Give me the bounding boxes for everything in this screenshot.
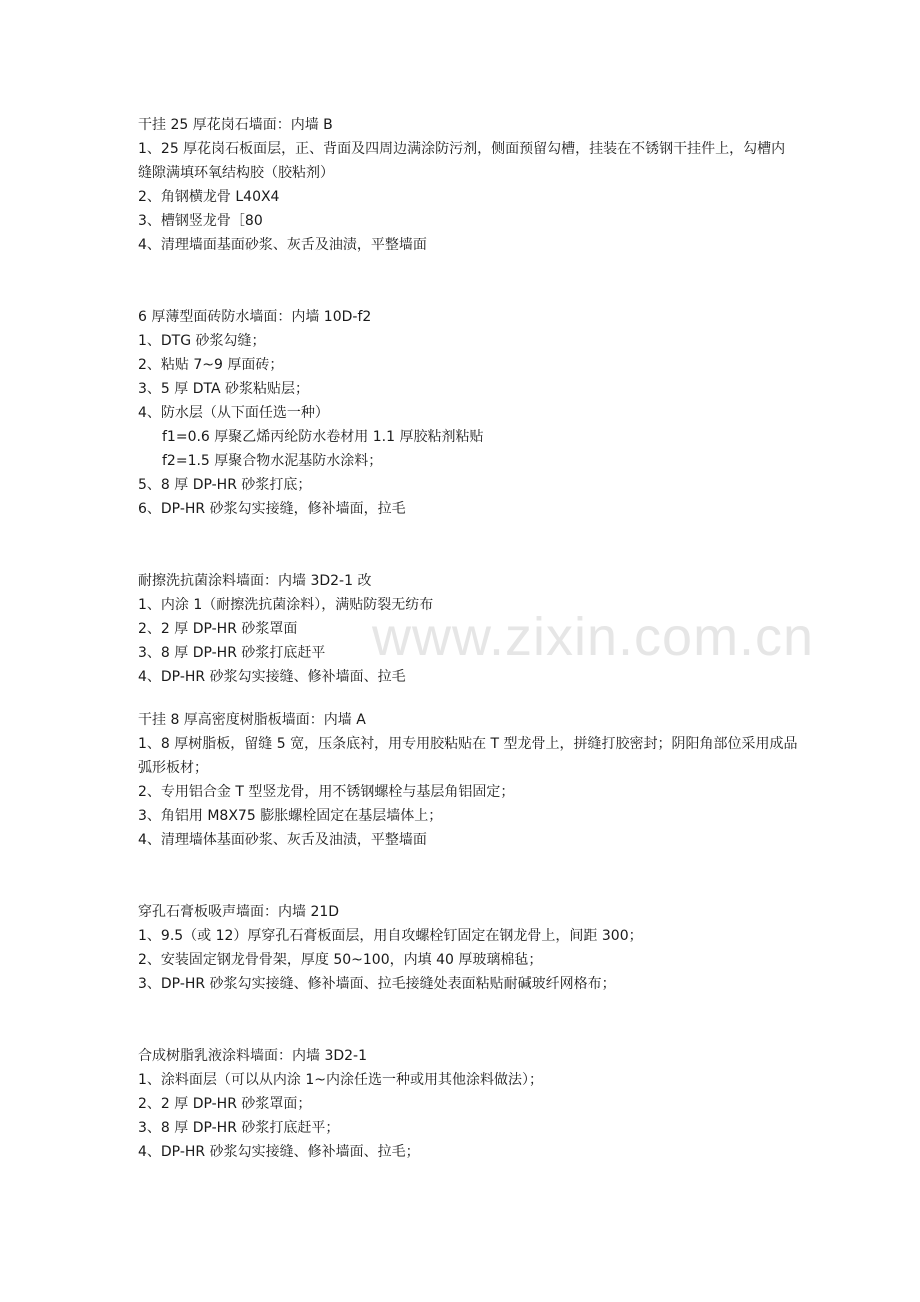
list-item: 4、清理墙体基面砂浆、灰舌及油渍，平整墙面 <box>138 832 427 848</box>
section-resin-panel-wall <box>138 708 798 852</box>
list-item: 3、槽钢竖龙骨［80 <box>138 213 263 229</box>
section-antibacterial-coating-wall <box>138 569 798 689</box>
section-title: 干挂 25 厚花岗石墙面：内墙 B <box>138 117 333 133</box>
list-item: 6、DP-HR 砂浆勾实接缝，修补墙面，拉毛 <box>138 501 406 517</box>
section-title: 合成树脂乳液涂料墙面：内墙 3D2-1 <box>138 1048 368 1064</box>
section-spacer <box>138 996 798 1044</box>
section-spacer <box>138 852 798 900</box>
list-item: 1、DTG 砂浆勾缝； <box>138 333 266 349</box>
list-item: 3、DP-HR 砂浆勾实接缝、修补墙面、拉毛接缝处表面粘贴耐碱玻纤网格布； <box>138 976 616 992</box>
section-spacer <box>138 521 798 569</box>
list-item: 2、角钢横龙骨 L40X4 <box>138 189 280 205</box>
document-content <box>138 113 798 1164</box>
list-item: 2、专用铝合金 T 型竖龙骨，用不锈钢螺栓与基层角铝固定； <box>138 784 515 800</box>
list-item: 2、2 厚 DP-HR 砂浆罩面； <box>138 1096 312 1112</box>
section-title: 6 厚薄型面砖防水墙面：内墙 10D-f2 <box>138 309 372 325</box>
list-subitem: f2=1.5 厚聚合物水泥基防水涂料； <box>162 453 383 469</box>
list-item: 3、8 厚 DP-HR 砂浆打底赶平； <box>138 1120 340 1136</box>
section-title: 穿孔石膏板吸声墙面：内墙 21D <box>138 904 340 920</box>
list-item: 2、2 厚 DP-HR 砂浆罩面 <box>138 621 298 637</box>
list-item: 1、内涂 1（耐擦洗抗菌涂料），满贴防裂无纺布 <box>138 597 434 613</box>
section-title: 耐擦洗抗菌涂料墙面：内墙 3D2-1 改 <box>138 573 372 589</box>
section-tile-waterproof-wall <box>138 305 798 521</box>
list-item: 1、25 厚花岗石板面层，正、背面及四周边满涂防污剂，侧面预留勾槽，挂装在不锈钢干挂件上，勾槽内缝隙满填环氧结构胶（胶粘剂） <box>138 141 786 181</box>
list-item: 2、安装固定钢龙骨骨架，厚度 50~100，内填 40 厚玻璃棉毡； <box>138 952 543 968</box>
section-perforated-gypsum-wall <box>138 900 798 996</box>
list-item: 5、8 厚 DP-HR 砂浆打底； <box>138 477 312 493</box>
list-item: 4、防水层（从下面任选一种） <box>138 405 329 421</box>
section-latex-coating-wall <box>138 1044 798 1164</box>
list-item: 2、粘贴 7~9 厚面砖； <box>138 357 284 373</box>
watermark-text: www.zixin.com.cn <box>372 607 815 667</box>
section-spacer <box>138 257 798 305</box>
list-item: 3、角铝用 M8X75 膨胀螺栓固定在基层墙体上； <box>138 808 443 824</box>
section-title: 干挂 8 厚高密度树脂板墙面：内墙 A <box>138 712 366 728</box>
list-item: 1、涂料面层（可以从内涂 1~内涂任选一种或用其他涂料做法）； <box>138 1072 543 1088</box>
list-item: 4、DP-HR 砂浆勾实接缝、修补墙面、拉毛； <box>138 1144 420 1160</box>
list-item: 4、清理墙面基面砂浆、灰舌及油渍，平整墙面 <box>138 237 427 253</box>
list-item: 1、9.5（或 12）厚穿孔石膏板面层，用自攻螺栓钉固定在钢龙骨上，间距 300； <box>138 928 643 944</box>
list-subitem: f1=0.6 厚聚乙烯丙纶防水卷材用 1.1 厚胶粘剂粘贴 <box>162 429 484 445</box>
section-spacer <box>138 689 798 708</box>
list-item: 3、5 厚 DTA 砂浆粘贴层； <box>138 381 309 397</box>
list-item: 3、8 厚 DP-HR 砂浆打底赶平 <box>138 645 326 661</box>
list-item: 4、DP-HR 砂浆勾实接缝、修补墙面、拉毛 <box>138 669 406 685</box>
section-granite-wall <box>138 113 798 257</box>
list-item: 1、8 厚树脂板，留缝 5 宽，压条底衬，用专用胶粘贴在 T 型龙骨上，拼缝打胶密封；阴阳角部位采用成品弧形板材； <box>138 736 798 776</box>
